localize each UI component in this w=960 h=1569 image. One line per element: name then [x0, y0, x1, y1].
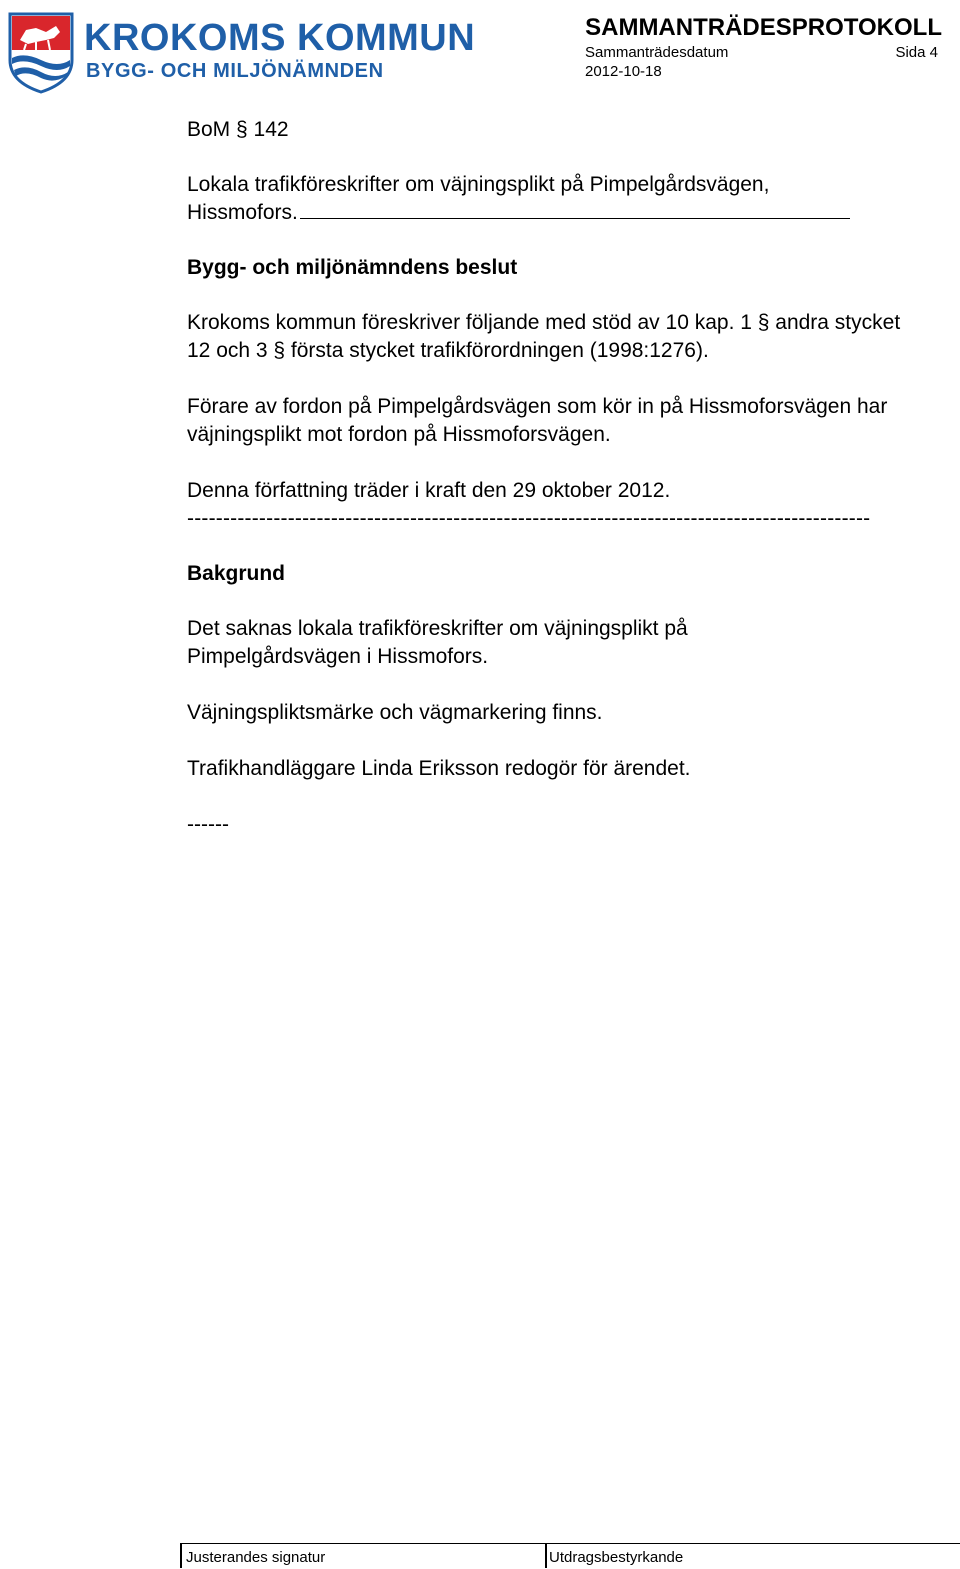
- document-body: [187, 110, 947, 839]
- background-paragraph-1: Det saknas lokala trafikföreskrifter om väjningsplikt på Pimpelgårdsvägen i Hissmofors.: [187, 617, 688, 668]
- case-subject-text: Hissmofors.: [187, 201, 298, 224]
- decision-paragraph-2: Förare av fordon på Pimpelgårdsvägen som kör in på Hissmoforsvägen har väjningsplikt mot fordon på Hissmoforsvägen.: [187, 395, 888, 446]
- subject-underline: [300, 200, 850, 219]
- municipal-crest-icon: [6, 10, 76, 94]
- organization-name: KROKOMS KOMMUN: [84, 17, 476, 59]
- organization-department: BYGG- OCH MILJÖNÄMNDEN: [86, 60, 384, 82]
- adjuster-signature-field: Justerandes signatur: [186, 1549, 326, 1566]
- meeting-date-label: Sammanträdesdatum: [585, 44, 729, 61]
- document-type-title: SAMMANTRÄDESPROTOKOLL: [585, 14, 942, 41]
- section-separator: -----------------------------------------------------------------------------------------------: [187, 507, 871, 530]
- footer-left-border: [180, 1543, 182, 1568]
- decision-paragraph-3: Denna författning träder i kraft den 29 oktober 2012.: [187, 479, 671, 502]
- background-paragraph-2: Väjningspliktsmärke och vägmarkering finns.: [187, 701, 603, 724]
- case-subject-line-1: Lokala trafikföreskrifter om väjningsplikt på Pimpelgårdsvägen,: [187, 173, 770, 196]
- decision-heading: Bygg- och miljönämndens beslut: [187, 256, 518, 279]
- meeting-date-value: 2012-10-18: [585, 63, 662, 80]
- case-number: BoM § 142: [187, 118, 289, 141]
- municipality-logo: [4, 10, 476, 96]
- background-paragraph-3: Trafikhandläggare Linda Eriksson redogör för ärendet.: [187, 757, 691, 780]
- decision-paragraph-1: Krokoms kommun föreskriver följande med stöd av 10 kap. 1 § andra stycket 12 och 3 § första stycket trafikförordningen (1998:1276).: [187, 311, 901, 362]
- end-marker: ------: [187, 813, 229, 836]
- footer-divider: [545, 1543, 547, 1568]
- case-subject-line-2: [187, 199, 947, 227]
- page-number: Sida 4: [895, 44, 938, 61]
- extract-certification-field: Utdragsbestyrkande: [549, 1549, 684, 1566]
- background-heading: Bakgrund: [187, 562, 286, 585]
